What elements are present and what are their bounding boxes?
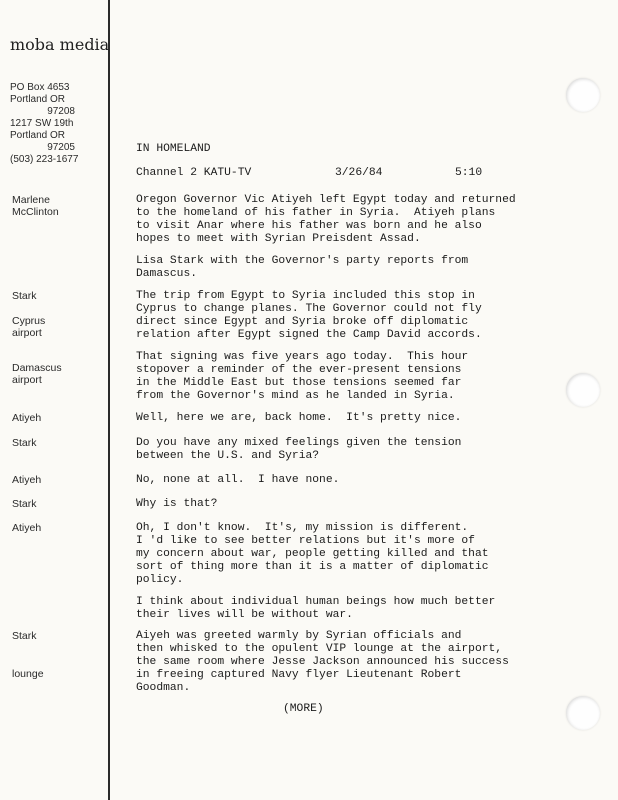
- binder-hole: [566, 373, 600, 407]
- paragraph: Oh, I don't know. It's, my mission is different. I 'd like to see better relations but it's more of my concern about war, people getting killed and that sort of thing more than it is a matter of diplomatic policy.: [136, 522, 489, 586]
- speaker-label: Atiyeh: [12, 522, 42, 534]
- paragraph: No, none at all. I have none.: [136, 474, 340, 486]
- address-line: Portland OR: [10, 94, 66, 105]
- margin-rule: [108, 0, 110, 800]
- address-line: 97205: [47, 142, 75, 153]
- speaker-label: Stark: [12, 498, 37, 510]
- binder-hole: [566, 696, 600, 730]
- binder-hole: [566, 78, 600, 112]
- label-line: airport: [12, 374, 42, 386]
- paragraph: The trip from Egypt to Syria included this stop in Cyprus to change planes. The Governor could not fly direct since Egypt and Syria broke off diplomatic relation after Egypt signed the Camp David accords.: [136, 290, 482, 341]
- address-block: [10, 82, 105, 166]
- paragraph: Do you have any mixed feelings given the tension between the U.S. and Syria?: [136, 437, 462, 462]
- run-time: 5:10: [455, 167, 483, 179]
- brand-name: moba media: [10, 35, 110, 54]
- label-line: Damascus: [12, 362, 62, 374]
- label-line: Cyprus: [12, 315, 46, 327]
- address-line: PO Box 4653: [10, 82, 70, 93]
- address-line: 1217 SW 19th: [10, 118, 74, 129]
- paragraph: I think about individual human beings how much better their lives will be without war.: [136, 596, 496, 621]
- paragraph: Oregon Governor Vic Atiyeh left Egypt today and returned to the homeland of his father in Syria. Atiyeh plans to visit Anar where his father was born and he also hopes to meet with Syrian Preisdent Assad.: [136, 194, 516, 245]
- speaker-label: Stark: [12, 630, 37, 642]
- speaker-label: Atiyeh: [12, 474, 42, 486]
- paragraph: Lisa Stark with the Governor's party reports from Damascus.: [136, 255, 469, 280]
- location-label: [12, 315, 45, 339]
- address-line: Portland OR: [10, 130, 66, 141]
- paragraph: That signing was five years ago today. This hour stopover a reminder of the ever-present tensions in the Middle East but those tensions seemed far from the Governor's mind as he landed in Syria.: [136, 351, 469, 402]
- speaker-label: Stark: [12, 290, 37, 302]
- station-name: Channel 2 KATU-TV: [136, 167, 252, 179]
- location-label: [12, 362, 62, 386]
- paragraph: Why is that?: [136, 498, 218, 510]
- label-line: McClinton: [12, 206, 59, 218]
- location-label: lounge: [12, 668, 44, 680]
- speaker-label: Atiyeh: [12, 412, 42, 424]
- phone-number: (503) 223-1677: [10, 154, 79, 165]
- address-line: 97208: [47, 106, 75, 117]
- paragraph: Well, here we are, back home. It's pretty nice.: [136, 412, 462, 424]
- air-date: 3/26/84: [335, 167, 383, 179]
- speaker-label: [12, 194, 59, 218]
- story-title: IN HOMELAND: [136, 143, 211, 155]
- more-marker: (MORE): [283, 703, 324, 715]
- label-line: Marlene: [12, 194, 50, 206]
- label-line: airport: [12, 327, 42, 339]
- paragraph: Aiyeh was greeted warmly by Syrian officials and then whisked to the opulent VIP lounge at the airport, the same room where Jesse Jackson announced his success in freeing captured Navy flyer Lieutenant Robert Goodman.: [136, 630, 509, 694]
- speaker-label: Stark: [12, 437, 37, 449]
